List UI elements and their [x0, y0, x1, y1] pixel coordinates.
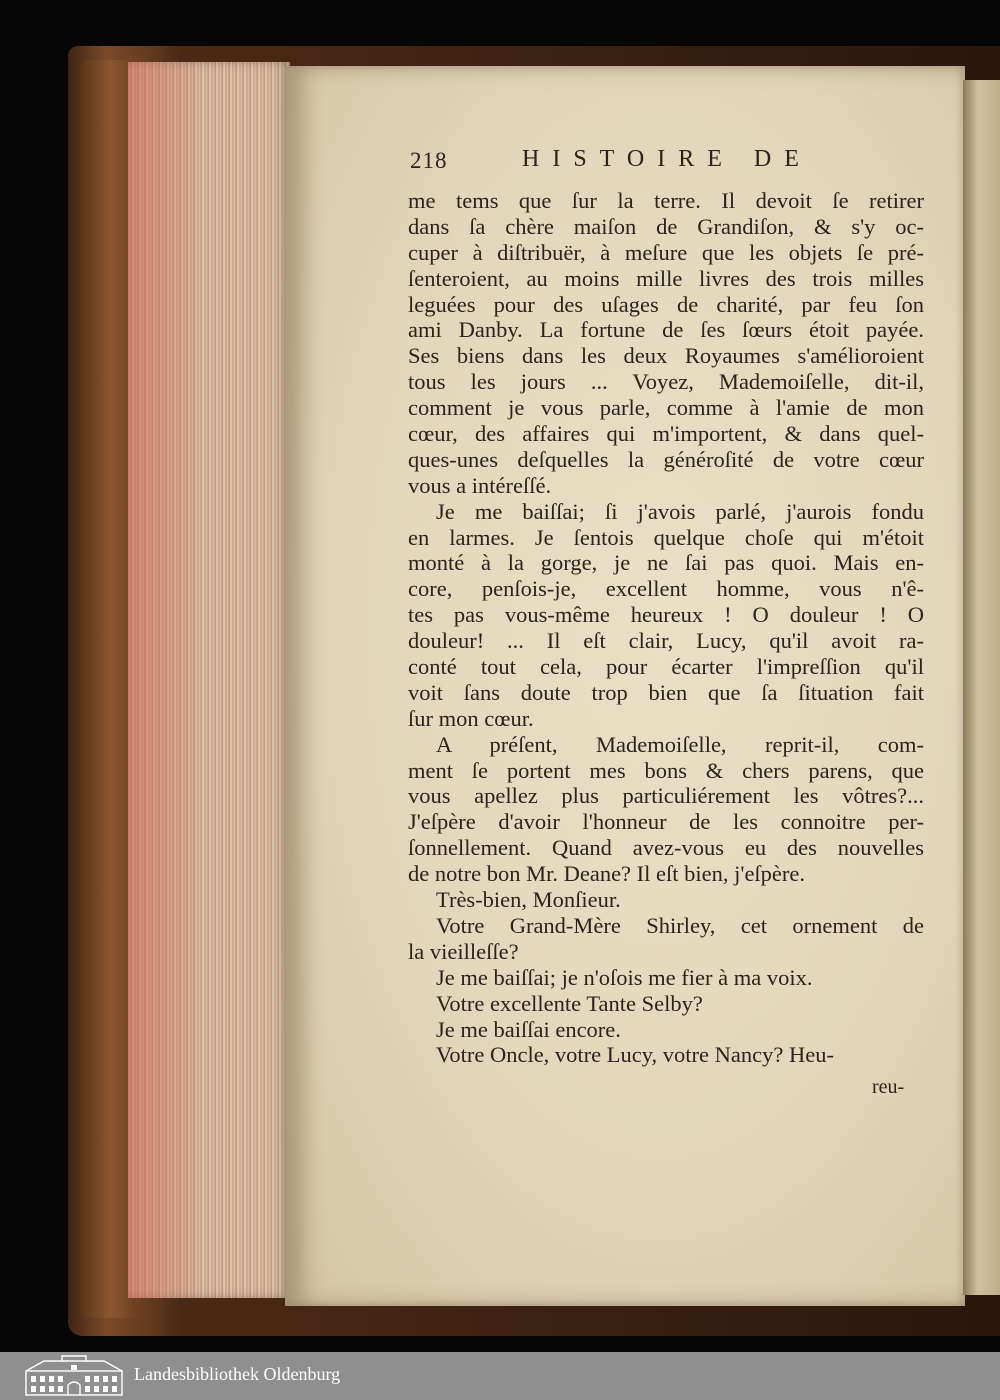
text-line: conté tout cela, pour écarter l'impreſſion qu'il: [408, 654, 924, 680]
page-header: [410, 146, 930, 180]
footer-bar: [0, 1352, 1000, 1400]
text-line: ſur mon cœur.: [408, 705, 534, 731]
page-stack-edges: [128, 62, 290, 1298]
text-line: J'eſpère d'avoir l'honneur de les connoitre per-: [408, 809, 924, 835]
text-line: Votre excellente Tante Selby?: [436, 990, 703, 1016]
text-line: Je me baiſſai encore.: [436, 1016, 621, 1042]
text-line: vous a intéreſſé.: [408, 472, 552, 498]
text-line: Votre Grand-Mère Shirley, cet ornement de: [436, 912, 924, 938]
text-line: Je me baiſſai; ſi j'avois parlé, j'aurois fondu: [436, 498, 924, 524]
text-line: douleur! ... Il eſt clair, Lucy, qu'il avoit ra-: [408, 628, 924, 654]
text-line: monté à la gorge, je ne ſai pas quoi. Mais en-: [408, 550, 924, 576]
text-line: comment je vous parle, comme à l'amie de mon: [408, 395, 924, 421]
text-line: voit ſans doute trop bien que ſa ſituation fait: [408, 679, 924, 705]
text-line: de notre bon Mr. Deane? Il eſt bien, j'eſpère.: [408, 861, 806, 887]
text-line: cuper à diſtribuër, à meſure que les objets ſe pré-: [408, 239, 924, 265]
text-line: Très-bien, Monſieur.: [436, 887, 621, 913]
text-line: Votre Oncle, votre Lucy, votre Nancy? Heu-: [436, 1042, 834, 1068]
page-number: 218: [410, 148, 448, 173]
text-line: A préſent, Mademoiſelle, reprit-il, com-: [436, 731, 924, 757]
body-text: [408, 188, 924, 1068]
text-line: vous apellez plus particuliérement les vôtres?...: [408, 783, 924, 809]
text-line: cœur, des affaires qui m'importent, & dans quel-: [408, 421, 924, 447]
text-line: tous les jours ... Voyez, Mademoiſelle, dit-il,: [408, 369, 924, 395]
text-line: ment ſe portent mes bons & chers parens, que: [408, 757, 924, 783]
text-line: core, penſois-je, excellent homme, vous n'ê-: [408, 576, 924, 602]
facing-page-edge: [963, 80, 1000, 1295]
text-line: ques-unes deſquelles la généroſité de votre cœur: [408, 446, 924, 472]
text-line: tes pas vous-même heureux ! O douleur ! O: [408, 602, 924, 628]
text-line: ſenteroient, au moins mille livres des trois milles: [408, 265, 924, 291]
text-line: en larmes. Je ſentois quelque choſe qui m'étoit: [408, 524, 924, 550]
text-line: leguées pour des uſages de charité, par feu ſon: [408, 291, 924, 317]
text-line: me tems que ſur la terre. Il devoit ſe retirer: [408, 188, 924, 213]
catchword: reu-: [872, 1076, 905, 1098]
text-line: ami Danby. La fortune de ſes ſœurs étoit payée.: [408, 317, 924, 343]
library-building-icon: [24, 1355, 124, 1397]
text-line: dans ſa chère maiſon de Grandiſon, & s'y oc-: [408, 213, 924, 239]
library-name: Landesbibliothek Oldenburg: [134, 1364, 341, 1384]
text-line: Je me baiſſai; je n'oſois me fier à ma voix.: [436, 964, 813, 990]
text-line: Ses biens dans les deux Royaumes s'amélioroient: [408, 343, 924, 369]
text-line: ſonnellement. Quand avez-vous eu des nouvelles: [408, 835, 924, 861]
text-line: la vieilleſſe?: [408, 938, 519, 964]
running-title: HISTOIRE DE: [522, 146, 812, 172]
